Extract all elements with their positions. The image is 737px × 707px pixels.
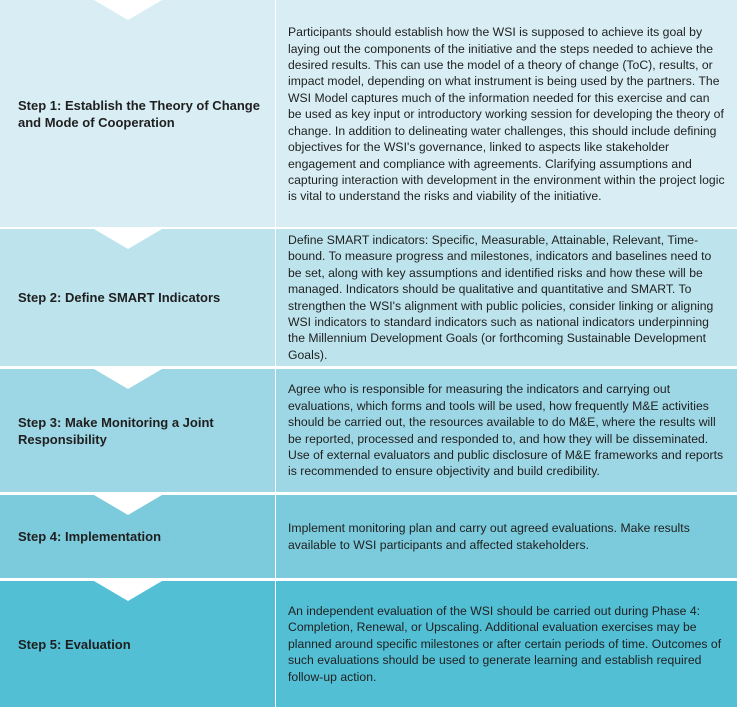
step-1-description-cell [275, 0, 737, 227]
step-2-title: Step 2: Define SMART Indicators [18, 290, 221, 305]
step-3-title: Step 3: Make Monitoring a Joint Responsibility [18, 414, 214, 447]
step-4-description: Implement monitoring plan and carry out agreed evaluations. Make results available to WSI participants and affected stakeholders. [288, 521, 690, 552]
chevron-arrow-2 [94, 229, 162, 249]
step-2-title-cell [0, 229, 275, 366]
step-3-description: Agree who is responsible for measuring the indicators and carrying out evaluations, which forms and tools will be used, how frequently M&E activities should be carried out, the resources available to do M&E, where the results will be reported, processed and responded to, and how they will be disseminated. Use of external evaluators and public disclosure of M&E frameworks and reports is recommended to ensure objectivity and build credibility. [288, 382, 724, 479]
step-3-description-cell [275, 369, 737, 492]
chevron-arrow-4 [94, 495, 162, 515]
step-5-title: Step 5: Evaluation [18, 636, 131, 652]
step-1 [0, 0, 737, 227]
step-2-description: Define SMART indicators: Specific, Measurable, Attainable, Relevant, Time-bound. To measure progress and milestones, indicators and baselines need to be set, along with key assumptions and identified risks and how these will be managed. Indicators should be qualitative and quantitative and SMART. To strengthen the WSI's alignment with public policies, consider linking or aligning WSI indicators to standard indicators such as national indicators underpinning the Millennium Development Goals (or forthcoming Sustainable Development Goals). [288, 232, 714, 362]
step-2 [0, 229, 737, 366]
step-1-title-cell [0, 0, 275, 227]
chevron-arrow-1 [94, 0, 162, 20]
step-4-title: Step 4: Implementation [18, 529, 162, 544]
step-2-description-cell [275, 229, 737, 366]
chevron-arrow-3 [94, 369, 162, 389]
step-5-description-cell [275, 581, 737, 707]
step-4-description-cell [275, 495, 737, 578]
step-5-description: An independent evaluation of the WSI should be carried out during Phase 4: Completion, Renewal, or Upscaling. Additional evaluation exercises may be planned around specific milestones or after certain periods of time. Outcomes of such evaluations should be used to generate learning and establish required follow-up action. [288, 603, 722, 684]
step-1-description: Participants should establish how the WSI is supposed to achieve its goal by laying out the components of the initiative and the steps needed to achieve the desired results. This can use the model of a theory of change (ToC), results, or impact model, depending on what instrument is being used by the partners. The WSI Model captures much of the information needed for this exercise and can be used as key input or introductory working session for developing the theory of change. In addition to delineating water challenges, this should include defining objectives for the WSI's governance, linked to aspects like stakeholder engagement and compliance with agreements. Clarifying assumptions and capturing interaction with development in the environment within the project logic is vital to understand the risks and viability of the initiative. [288, 25, 725, 204]
step-1-title: Step 1: Establish the Theory of Change and Mode of Cooperation [18, 97, 260, 130]
chevron-arrow-5 [94, 581, 162, 601]
